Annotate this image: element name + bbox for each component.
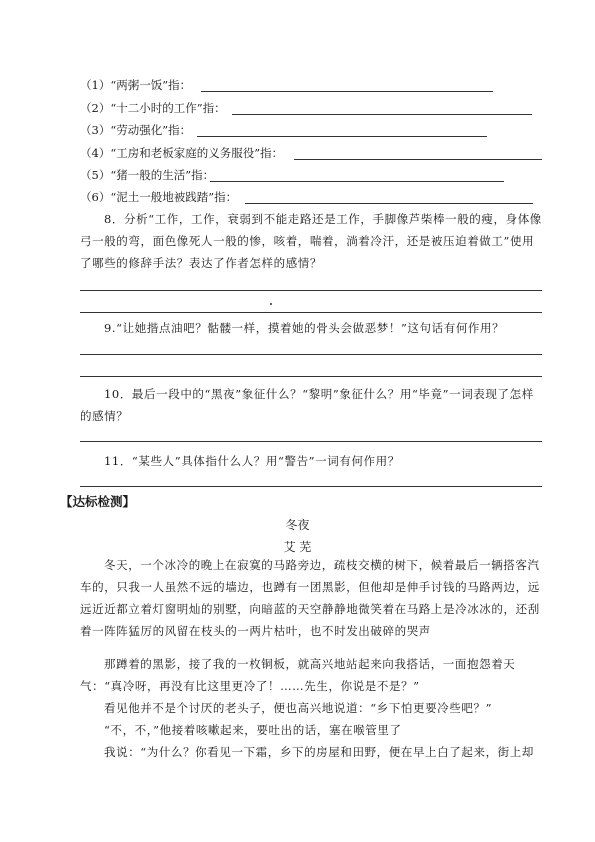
sub-item-2: （2）“十二小时的工作”指： xyxy=(80,101,226,115)
sub-item-4: （4）“工房和老板家庭的义务服役”指： xyxy=(80,146,284,160)
q8-answer-line-1[interactable] xyxy=(80,290,542,291)
article-paragraph: 看见他并不是个讨厌的老头子，便也高兴地说道：“乡下怕更要冷些吧？” xyxy=(104,701,493,715)
answer-blank-1[interactable] xyxy=(201,91,493,92)
q9-answer-line-2[interactable] xyxy=(80,376,542,377)
question-8: 8．分析“工作，工作，衰弱到不能走路还是工作，手脚像芦柴棒一般的瘦，身体像弓一般的弯，面色像死人一般的惨，咳着，喘着，淌着冷汗，还是被压迫着做工”使用了哪些的修辞手法？表达了作者怎样的感情？ xyxy=(80,212,542,270)
question-9: 9.“让她揩点油吧？骷髅一样，摸着她的骨头会做恶梦！”这句话有何作用？ xyxy=(104,321,505,335)
answer-blank-2[interactable] xyxy=(232,114,532,115)
answer-blank-3[interactable] xyxy=(197,136,487,137)
section-heading: 【达标检测】 xyxy=(60,494,136,509)
answer-blank-4[interactable] xyxy=(294,159,542,160)
sub-item-5: （5）“猪一般的生活”指： xyxy=(80,168,215,182)
article-paragraph: 冬天，一个冰冷的晚上在寂寞的马路旁边，疏枝交横的树下，候着最后一辆搭客汽车的，只我一人虽然不远的墙边，也蹲有一团黑影，但他却是伸手讨钱的马路两边，远远近近都立着灯窗明灿的别墅，向暗蓝的天空静静地微笑着在马路上是冷冰冰的，还刮着一阵阵猛厉的风留在枝头的一两片枯叶，也不时发出破碎的哭声 xyxy=(80,558,540,638)
question-10: 10．最后一段中的“黑夜”象征什么？“黎明”象征什么？用“毕竟”一词表现了怎样的感情？ xyxy=(80,387,534,423)
article-paragraph: 那蹲着的黑影，接了我的一枚铜板，就高兴地站起来向我搭话，一面抱怨着天气：“真冷呀，再没有比这里更冷了！……先生，你说是不是？” xyxy=(80,657,516,693)
article-paragraph: “不，不，”他接着咳嗽起来，要吐出的话，塞在喉管里了 xyxy=(104,723,402,737)
sub-item-1: （1）“两粥一饭”指： xyxy=(80,78,192,92)
q10-answer-line[interactable] xyxy=(80,441,542,442)
question-11: 11．“某些人”具体指什么人？用“警告”一词有何作用？ xyxy=(104,454,400,468)
answer-blank-5[interactable] xyxy=(210,181,504,182)
article-title: 冬夜 xyxy=(285,518,310,532)
sub-item-6: （6）“泥土一般地被践踏”指： xyxy=(80,190,238,204)
article-author: 艾 芜 xyxy=(283,540,312,554)
q11-answer-line[interactable] xyxy=(80,486,542,487)
q9-answer-line-1[interactable] xyxy=(80,354,542,355)
q8-answer-line-2[interactable] xyxy=(80,312,542,313)
stray-dot xyxy=(270,303,272,305)
sub-item-3: （3）“劳动强化”指： xyxy=(80,123,192,137)
article-paragraph: 我说：“为什么？你看见一下霜，乡下的房屋和田野，便在早上白了起来，街上却 xyxy=(104,745,534,759)
answer-blank-6[interactable] xyxy=(245,203,533,204)
